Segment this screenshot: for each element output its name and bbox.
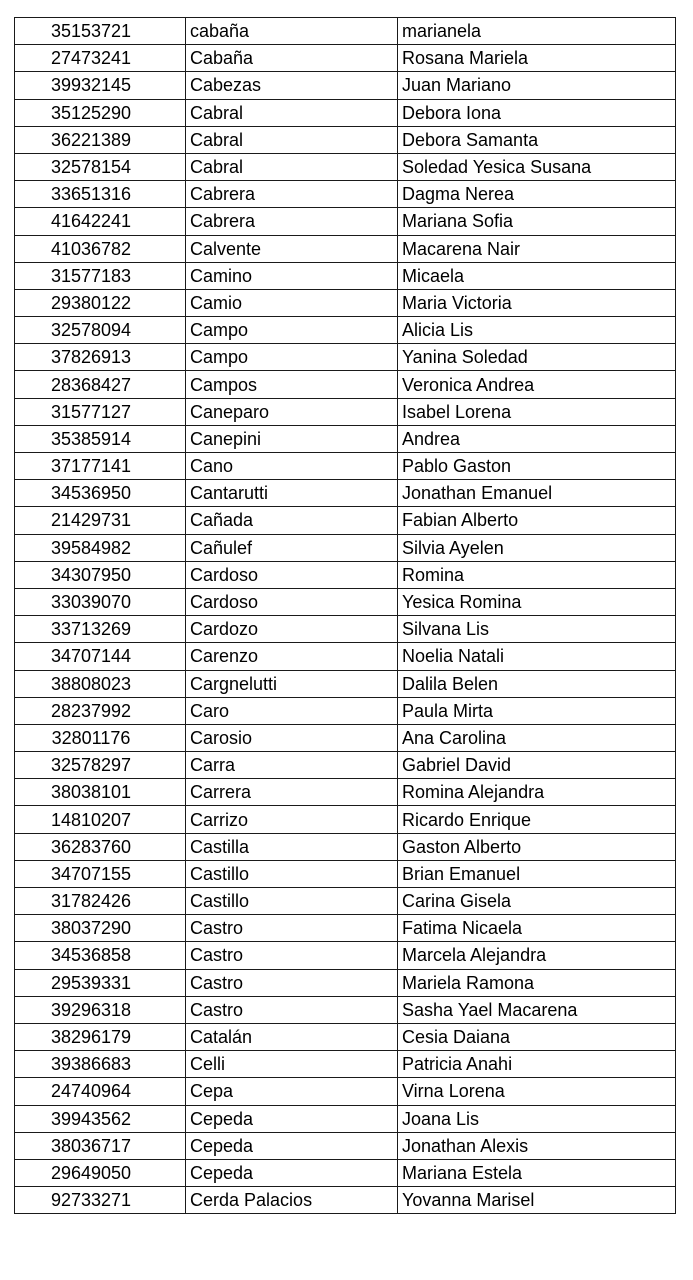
- table-row: [15, 1187, 676, 1214]
- table-row: [15, 860, 676, 887]
- table-row: [15, 99, 676, 126]
- id-cell[interactable]: 33713269: [15, 616, 186, 643]
- last-name-cell[interactable]: Campo: [186, 344, 398, 371]
- table-row: [15, 996, 676, 1023]
- table-row: [15, 697, 676, 724]
- first-name-cell[interactable]: Soledad Yesica Susana: [398, 153, 676, 180]
- id-cell[interactable]: 38036717: [15, 1132, 186, 1159]
- first-name-cell[interactable]: Dalila Belen: [398, 670, 676, 697]
- table-row: [15, 643, 676, 670]
- id-cell[interactable]: 35153721: [15, 18, 186, 45]
- table-row: [15, 561, 676, 588]
- id-cell[interactable]: 27473241: [15, 45, 186, 72]
- id-cell[interactable]: 39296318: [15, 996, 186, 1023]
- table-row: [15, 235, 676, 262]
- table-row: [15, 670, 676, 697]
- first-name-cell[interactable]: Cesia Daiana: [398, 1023, 676, 1050]
- first-name-cell[interactable]: Silvana Lis: [398, 616, 676, 643]
- first-name-cell[interactable]: Ricardo Enrique: [398, 806, 676, 833]
- table-row: [15, 588, 676, 615]
- first-name-cell[interactable]: Jonathan Alexis: [398, 1132, 676, 1159]
- last-name-cell[interactable]: Cañada: [186, 507, 398, 534]
- table-row: [15, 344, 676, 371]
- id-cell[interactable]: 21429731: [15, 507, 186, 534]
- first-name-cell[interactable]: Romina Alejandra: [398, 779, 676, 806]
- first-name-cell[interactable]: Gabriel David: [398, 752, 676, 779]
- first-name-cell[interactable]: Debora Iona: [398, 99, 676, 126]
- first-name-cell[interactable]: Dagma Nerea: [398, 181, 676, 208]
- table-row: [15, 453, 676, 480]
- first-name-cell[interactable]: Maria Victoria: [398, 289, 676, 316]
- table-row: [15, 779, 676, 806]
- first-name-cell[interactable]: Debora Samanta: [398, 126, 676, 153]
- roster-table-body: [15, 18, 676, 1214]
- id-cell[interactable]: 35385914: [15, 425, 186, 452]
- first-name-cell[interactable]: Veronica Andrea: [398, 371, 676, 398]
- last-name-cell[interactable]: Cano: [186, 453, 398, 480]
- id-cell[interactable]: 36221389: [15, 126, 186, 153]
- first-name-cell[interactable]: Rosana Mariela: [398, 45, 676, 72]
- id-cell[interactable]: 36283760: [15, 833, 186, 860]
- first-name-cell[interactable]: Alicia Lis: [398, 317, 676, 344]
- last-name-cell[interactable]: Carosio: [186, 724, 398, 751]
- table-row: [15, 317, 676, 344]
- id-cell[interactable]: 14810207: [15, 806, 186, 833]
- first-name-cell[interactable]: Mariela Ramona: [398, 969, 676, 996]
- table-row: [15, 1159, 676, 1186]
- last-name-cell[interactable]: Castro: [186, 915, 398, 942]
- last-name-cell[interactable]: Cerda Palacios: [186, 1187, 398, 1214]
- table-row: [15, 425, 676, 452]
- id-cell[interactable]: 33651316: [15, 181, 186, 208]
- id-cell[interactable]: 34707155: [15, 860, 186, 887]
- table-row: [15, 371, 676, 398]
- last-name-cell[interactable]: Cantarutti: [186, 480, 398, 507]
- table-row: [15, 126, 676, 153]
- first-name-cell[interactable]: Yovanna Marisel: [398, 1187, 676, 1214]
- id-cell[interactable]: 38037290: [15, 915, 186, 942]
- last-name-cell[interactable]: Carenzo: [186, 643, 398, 670]
- first-name-cell[interactable]: Isabel Lorena: [398, 398, 676, 425]
- id-cell[interactable]: 39943562: [15, 1105, 186, 1132]
- last-name-cell[interactable]: Cabrera: [186, 208, 398, 235]
- table-row: [15, 289, 676, 316]
- first-name-cell[interactable]: Romina: [398, 561, 676, 588]
- id-cell[interactable]: 38296179: [15, 1023, 186, 1050]
- first-name-cell[interactable]: Macarena Nair: [398, 235, 676, 262]
- id-cell[interactable]: 41642241: [15, 208, 186, 235]
- id-cell[interactable]: 39932145: [15, 72, 186, 99]
- last-name-cell[interactable]: Cabezas: [186, 72, 398, 99]
- last-name-cell[interactable]: Cepeda: [186, 1105, 398, 1132]
- last-name-cell[interactable]: Caneparo: [186, 398, 398, 425]
- last-name-cell[interactable]: Camio: [186, 289, 398, 316]
- first-name-cell[interactable]: Silvia Ayelen: [398, 534, 676, 561]
- table-row: [15, 888, 676, 915]
- last-name-cell[interactable]: Cepeda: [186, 1159, 398, 1186]
- id-cell[interactable]: 31577183: [15, 262, 186, 289]
- table-row: [15, 153, 676, 180]
- first-name-cell[interactable]: Micaela: [398, 262, 676, 289]
- table-row: [15, 1132, 676, 1159]
- id-cell[interactable]: 32578297: [15, 752, 186, 779]
- last-name-cell[interactable]: Camino: [186, 262, 398, 289]
- first-name-cell[interactable]: Yanina Soledad: [398, 344, 676, 371]
- first-name-cell[interactable]: Sasha Yael Macarena: [398, 996, 676, 1023]
- first-name-cell[interactable]: Mariana Sofia: [398, 208, 676, 235]
- table-row: [15, 969, 676, 996]
- first-name-cell[interactable]: Andrea: [398, 425, 676, 452]
- first-name-cell[interactable]: Joana Lis: [398, 1105, 676, 1132]
- id-cell[interactable]: 39584982: [15, 534, 186, 561]
- last-name-cell[interactable]: Castilla: [186, 833, 398, 860]
- last-name-cell[interactable]: Castillo: [186, 860, 398, 887]
- first-name-cell[interactable]: Jonathan Emanuel: [398, 480, 676, 507]
- table-row: [15, 1051, 676, 1078]
- table-row: [15, 915, 676, 942]
- table-row: [15, 616, 676, 643]
- last-name-cell[interactable]: Castro: [186, 942, 398, 969]
- last-name-cell[interactable]: Cabral: [186, 153, 398, 180]
- id-cell[interactable]: 92733271: [15, 1187, 186, 1214]
- table-row: [15, 833, 676, 860]
- id-cell[interactable]: 38038101: [15, 779, 186, 806]
- table-row: [15, 208, 676, 235]
- first-name-cell[interactable]: Carina Gisela: [398, 888, 676, 915]
- id-cell[interactable]: 34536950: [15, 480, 186, 507]
- spreadsheet-sheet: [14, 17, 675, 1214]
- last-name-cell[interactable]: Castro: [186, 969, 398, 996]
- id-cell[interactable]: 34707144: [15, 643, 186, 670]
- id-cell[interactable]: 33039070: [15, 588, 186, 615]
- table-row: [15, 1105, 676, 1132]
- first-name-cell[interactable]: Mariana Estela: [398, 1159, 676, 1186]
- last-name-cell[interactable]: Carrizo: [186, 806, 398, 833]
- id-cell[interactable]: 24740964: [15, 1078, 186, 1105]
- last-name-cell[interactable]: Carrera: [186, 779, 398, 806]
- last-name-cell[interactable]: Canepini: [186, 425, 398, 452]
- table-row: [15, 752, 676, 779]
- last-name-cell[interactable]: Celli: [186, 1051, 398, 1078]
- last-name-cell[interactable]: Cardoso: [186, 588, 398, 615]
- first-name-cell[interactable]: Virna Lorena: [398, 1078, 676, 1105]
- last-name-cell[interactable]: Cabaña: [186, 45, 398, 72]
- first-name-cell[interactable]: Fatima Nicaela: [398, 915, 676, 942]
- last-name-cell[interactable]: Cepa: [186, 1078, 398, 1105]
- first-name-cell[interactable]: Paula Mirta: [398, 697, 676, 724]
- first-name-cell[interactable]: Ana Carolina: [398, 724, 676, 751]
- id-cell[interactable]: 31577127: [15, 398, 186, 425]
- first-name-cell[interactable]: Gaston Alberto: [398, 833, 676, 860]
- last-name-cell[interactable]: cabaña: [186, 18, 398, 45]
- table-row: [15, 942, 676, 969]
- id-cell[interactable]: 34307950: [15, 561, 186, 588]
- id-cell[interactable]: 41036782: [15, 235, 186, 262]
- first-name-cell[interactable]: Brian Emanuel: [398, 860, 676, 887]
- id-cell[interactable]: 29380122: [15, 289, 186, 316]
- first-name-cell[interactable]: Marcela Alejandra: [398, 942, 676, 969]
- id-cell[interactable]: 29649050: [15, 1159, 186, 1186]
- last-name-cell[interactable]: Cardoso: [186, 561, 398, 588]
- last-name-cell[interactable]: Cabral: [186, 126, 398, 153]
- last-name-cell[interactable]: Castro: [186, 996, 398, 1023]
- table-row: [15, 181, 676, 208]
- last-name-cell[interactable]: Cargnelutti: [186, 670, 398, 697]
- id-cell[interactable]: 31782426: [15, 888, 186, 915]
- table-row: [15, 45, 676, 72]
- id-cell[interactable]: 39386683: [15, 1051, 186, 1078]
- last-name-cell[interactable]: Calvente: [186, 235, 398, 262]
- table-row: [15, 1078, 676, 1105]
- last-name-cell[interactable]: Carra: [186, 752, 398, 779]
- table-row: [15, 724, 676, 751]
- last-name-cell[interactable]: Cepeda: [186, 1132, 398, 1159]
- first-name-cell[interactable]: Fabian Alberto: [398, 507, 676, 534]
- table-row: [15, 72, 676, 99]
- id-cell[interactable]: 37177141: [15, 453, 186, 480]
- first-name-cell[interactable]: Noelia Natali: [398, 643, 676, 670]
- table-row: [15, 262, 676, 289]
- last-name-cell[interactable]: Campo: [186, 317, 398, 344]
- id-cell[interactable]: 35125290: [15, 99, 186, 126]
- table-row: [15, 480, 676, 507]
- id-cell[interactable]: 32578094: [15, 317, 186, 344]
- id-cell[interactable]: 32801176: [15, 724, 186, 751]
- first-name-cell[interactable]: Pablo Gaston: [398, 453, 676, 480]
- table-row: [15, 806, 676, 833]
- last-name-cell[interactable]: Cabrera: [186, 181, 398, 208]
- first-name-cell[interactable]: marianela: [398, 18, 676, 45]
- last-name-cell[interactable]: Cardozo: [186, 616, 398, 643]
- id-cell[interactable]: 32578154: [15, 153, 186, 180]
- id-cell[interactable]: 38808023: [15, 670, 186, 697]
- first-name-cell[interactable]: Patricia Anahi: [398, 1051, 676, 1078]
- id-cell[interactable]: 37826913: [15, 344, 186, 371]
- last-name-cell[interactable]: Catalán: [186, 1023, 398, 1050]
- last-name-cell[interactable]: Caro: [186, 697, 398, 724]
- last-name-cell[interactable]: Castillo: [186, 888, 398, 915]
- table-row: [15, 534, 676, 561]
- first-name-cell[interactable]: Juan Mariano: [398, 72, 676, 99]
- table-row: [15, 18, 676, 45]
- last-name-cell[interactable]: Cañulef: [186, 534, 398, 561]
- roster-table: [14, 17, 676, 1214]
- first-name-cell[interactable]: Yesica Romina: [398, 588, 676, 615]
- id-cell[interactable]: 28237992: [15, 697, 186, 724]
- last-name-cell[interactable]: Campos: [186, 371, 398, 398]
- last-name-cell[interactable]: Cabral: [186, 99, 398, 126]
- table-row: [15, 398, 676, 425]
- id-cell[interactable]: 34536858: [15, 942, 186, 969]
- table-row: [15, 1023, 676, 1050]
- table-row: [15, 507, 676, 534]
- id-cell[interactable]: 28368427: [15, 371, 186, 398]
- id-cell[interactable]: 29539331: [15, 969, 186, 996]
